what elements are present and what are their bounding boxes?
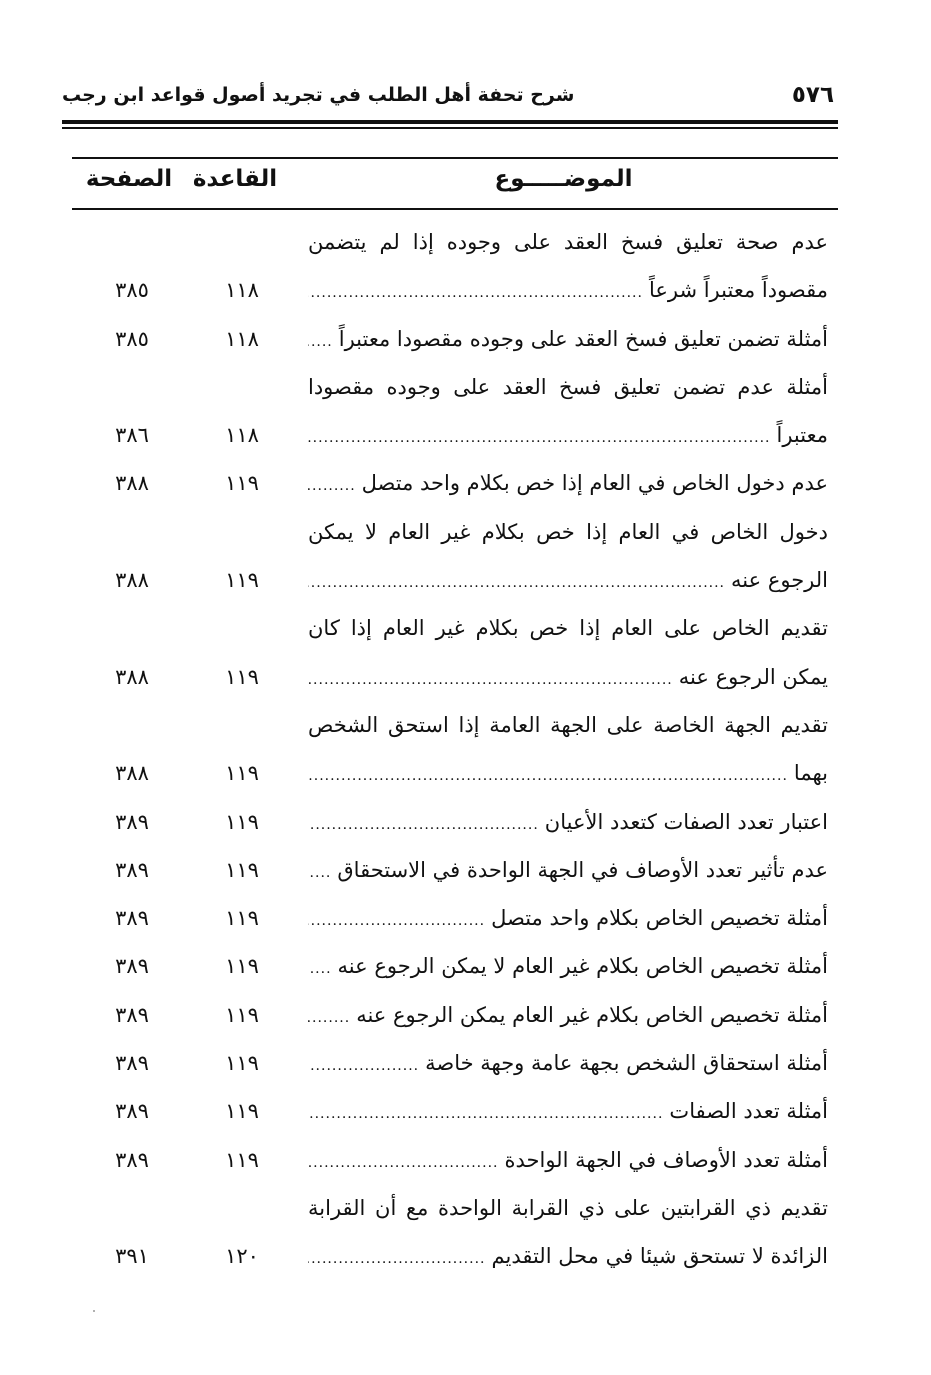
rule-number: ١١٩ (225, 664, 259, 689)
topic-line-final (72, 1039, 838, 1087)
index-entries (72, 218, 838, 1281)
topic-with-leader (308, 1087, 828, 1138)
topic-line-final (72, 942, 838, 990)
topic-line-final (72, 894, 838, 942)
topic-text: مقصوداً معتبراً شرعاً (648, 278, 828, 303)
index-entry (72, 1039, 838, 1087)
dot-leader (308, 1139, 498, 1187)
page-reference: ٣٨٨ (115, 664, 149, 689)
topic-with-leader (308, 653, 828, 704)
dot-leader (308, 462, 356, 510)
topic-line-final (72, 315, 838, 363)
header-rule-thick (62, 120, 838, 124)
dot-leader (308, 945, 332, 993)
rule-number: ١١٩ (225, 761, 259, 786)
page-reference: ٣٨٦ (115, 423, 149, 448)
topic-line-final (72, 653, 838, 701)
topic-with-leader (308, 894, 828, 945)
index-entry (72, 942, 838, 990)
topic-line (72, 604, 838, 652)
topic-with-leader (308, 315, 828, 366)
topic-line (72, 1184, 838, 1232)
topic-text: تقديم الخاص على العام إذا خص بكلام غير العام إذا كان (308, 616, 828, 641)
dot-leader (308, 1090, 663, 1138)
rule-number: ١١٩ (225, 1147, 259, 1172)
topic-text: معتبراً (776, 423, 828, 448)
topic-text: أمثلة تضمن تعليق فسخ العقد على وجوده مقصودا معتبراً (338, 326, 828, 351)
dot-leader (308, 994, 350, 1042)
page-reference: ٣٩١ (115, 1244, 149, 1269)
topic-with-leader (308, 942, 828, 993)
topic-line (72, 218, 838, 266)
topic-text: الزائدة لا تستحق شيئا في محل التقديم (491, 1244, 828, 1269)
topic-line-final (72, 1232, 838, 1280)
index-entry (72, 315, 838, 363)
page-reference: ٣٨٩ (115, 1002, 149, 1027)
rule-number: ١١٨ (225, 278, 259, 303)
rule-number: ١١٩ (225, 1002, 259, 1027)
dot-leader (308, 897, 485, 945)
page-reference: ٣٨٨ (115, 568, 149, 593)
page-reference: ٣٨٩ (115, 1099, 149, 1124)
topic-with-leader (308, 991, 828, 1042)
index-entry (72, 1184, 838, 1281)
topic-text: تقديم ذي القرابتين على ذي القرابة الواحدة مع أن القرابة (308, 1195, 828, 1220)
page-reference: ٣٨٩ (115, 906, 149, 931)
index-entry (72, 846, 838, 894)
topic-line-final (72, 1087, 838, 1135)
index-entry (72, 991, 838, 1039)
dot-leader (308, 656, 673, 704)
topic-line-final (72, 846, 838, 894)
table-top-rule (72, 157, 838, 159)
topic-text: بهما (793, 761, 828, 786)
page-number: ٥٧٦ (791, 82, 834, 108)
topic-text: عدم صحة تعليق فسخ العقد على وجوده إذا لم يتضمن (308, 230, 828, 254)
topic-text: أمثلة استحقاق الشخص بجهة عامة وجهة خاصة (425, 1051, 828, 1076)
topic-text: اعتبار تعدد الصفات كتعدد الأعيان (544, 809, 828, 834)
index-entry (72, 218, 838, 315)
rule-number: ١١٩ (225, 1051, 259, 1076)
topic-text: الرجوع عنه (731, 568, 828, 593)
page-reference: ٣٨٨ (115, 761, 149, 786)
page-reference: ٣٨٨ (115, 471, 149, 496)
topic-text: أمثلة تخصيص الخاص بكلام غير العام يمكن الرجوع عنه (356, 1002, 828, 1027)
topic-with-leader (308, 266, 828, 317)
rule-number: ١١٩ (225, 954, 259, 979)
topic-line-final (72, 798, 838, 846)
topic-with-leader (308, 1136, 828, 1187)
topic-text: أمثلة تعدد الأوصاف في الجهة الواحدة (504, 1147, 828, 1172)
column-header-rule: القاعدة (192, 166, 278, 192)
topic-line-final (72, 991, 838, 1039)
topic-line-final (72, 1136, 838, 1184)
topic-line-final (72, 266, 838, 314)
index-entry (72, 604, 838, 701)
topic-with-leader (308, 411, 828, 462)
topic-text: عدم دخول الخاص في العام إذا خص بكلام واحد متصل (361, 471, 828, 496)
table-header-rule (72, 208, 838, 210)
topic-with-leader (308, 1232, 828, 1283)
column-header-topic: الموضـــــوع (494, 166, 633, 192)
index-entry (72, 798, 838, 846)
index-entry (72, 363, 838, 460)
page-reference: ٣٨٩ (115, 1051, 149, 1076)
rule-number: ١١٩ (225, 471, 259, 496)
book-title: شرح تحفة أهل الطلب في تجريد أصول قواعد ابن رجب (62, 84, 575, 106)
rule-number: ١١٩ (225, 809, 259, 834)
topic-text: دخول الخاص في العام إذا خص بكلام غير العام لا يمكن (308, 519, 828, 544)
rule-number: ١١٨ (225, 423, 259, 448)
index-entry (72, 1087, 838, 1135)
topic-line (72, 363, 838, 411)
topic-text: أمثلة تخصيص الخاص بكلام واحد متصل (491, 906, 828, 931)
topic-line (72, 701, 838, 749)
page-reference: ٣٨٥ (115, 278, 149, 303)
rule-number: ١١٩ (225, 906, 259, 931)
topic-text: أمثلة تخصيص الخاص بكلام غير العام لا يمكن الرجوع عنه (337, 954, 828, 979)
index-entry (72, 894, 838, 942)
dot-leader (308, 849, 331, 897)
topic-text: عدم تأثير تعدد الأوصاف في الجهة الواحدة في الاستحقاق (337, 857, 828, 882)
topic-line (72, 508, 838, 556)
dot-leader (308, 1235, 486, 1283)
rule-number: ١١٩ (225, 1099, 259, 1124)
page-reference: ٣٨٩ (115, 809, 149, 834)
topic-line-final (72, 556, 838, 604)
rule-number: ١١٨ (225, 326, 259, 351)
topic-text: أمثلة عدم تضمن تعليق فسخ العقد على وجوده مقصودا (308, 374, 828, 399)
topic-text: تقديم الجهة الخاصة على الجهة العامة إذا استحق الشخص (308, 712, 828, 737)
dot-leader (308, 318, 333, 366)
rule-number: ١١٩ (225, 568, 259, 593)
topic-with-leader (308, 556, 828, 607)
index-entry (72, 508, 838, 605)
topic-with-leader (308, 798, 828, 849)
dot-leader (308, 801, 539, 849)
index-entry (72, 459, 838, 507)
topic-line-final (72, 749, 838, 797)
dot-leader (308, 269, 643, 317)
topic-text: أمثلة تعدد الصفات (669, 1099, 828, 1124)
rule-number: ١١٩ (225, 857, 259, 882)
dot-leader (308, 559, 725, 607)
topic-with-leader (308, 749, 828, 800)
header-rule-thin (62, 127, 838, 129)
topic-line-final (72, 459, 838, 507)
page-reference: ٣٨٥ (115, 326, 149, 351)
column-header-page: الصفحة (85, 166, 173, 192)
running-header (62, 82, 838, 114)
index-entry (72, 1136, 838, 1184)
page-reference: ٣٨٩ (115, 954, 149, 979)
paper-speck (93, 1310, 95, 1312)
index-entry (72, 701, 838, 798)
topic-with-leader (308, 1039, 828, 1090)
page-reference: ٣٨٩ (115, 857, 149, 882)
dot-leader (308, 1042, 419, 1090)
topic-with-leader (308, 846, 828, 897)
page-reference: ٣٨٩ (115, 1147, 149, 1172)
topic-text: يمكن الرجوع عنه (678, 664, 828, 689)
dot-leader (308, 752, 788, 800)
topic-line-final (72, 411, 838, 459)
topic-with-leader (308, 459, 828, 510)
rule-number: ١٢٠ (225, 1244, 259, 1269)
dot-leader (308, 414, 771, 462)
